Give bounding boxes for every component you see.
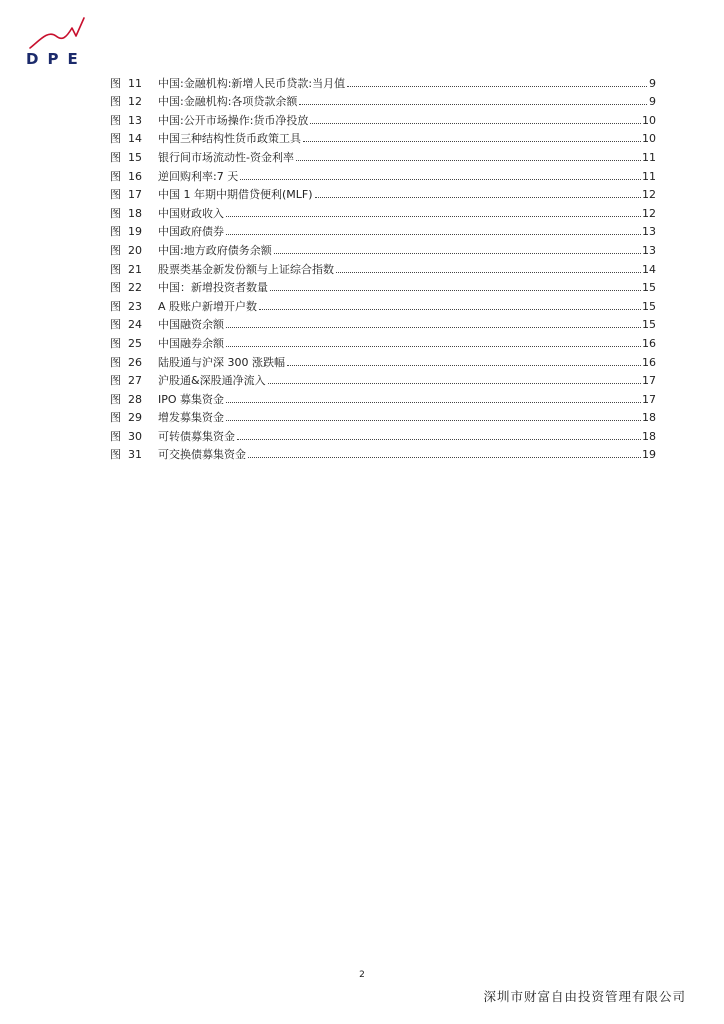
logo-text: DPE [26,50,87,68]
toc-entry[interactable] [110,201,656,220]
toc-entry[interactable] [110,90,656,109]
toc-figure-number: 22 [128,281,142,295]
toc-entry[interactable] [110,406,656,425]
toc-title: 可转债募集资金 [158,429,235,443]
dot-leader [287,365,641,366]
toc-title: 中国融资余额 [158,318,224,332]
toc-entry[interactable] [110,276,656,295]
toc-page-number: 9 [649,76,656,90]
toc-figure-number: 24 [128,318,142,332]
toc-title: 中国财政收入 [158,206,224,220]
toc-page-number: 19 [642,448,656,462]
toc-title: A 股账户新增开户数 [158,299,258,313]
dot-leader [315,197,641,198]
toc-page-number: 12 [642,206,656,220]
toc-title: 可交换债募集资金 [158,448,246,462]
page-number: 2 [359,970,365,980]
toc-title: IPO 募集资金 [158,392,225,406]
toc-title: 逆回购利率:7 天 [158,169,239,183]
toc-page-number: 17 [642,392,656,406]
dot-leader [226,216,641,217]
toc-label: 图 [110,225,121,239]
dot-leader [310,123,641,124]
toc-title: 中国:金融机构:各项贷款余额 [158,95,298,109]
toc-page-number: 13 [642,243,656,257]
toc-page-number: 10 [642,113,656,127]
toc-figure-number: 12 [128,95,142,109]
toc-label: 图 [110,299,121,313]
toc-title: 增发募集资金 [158,411,224,425]
toc-title: 中国:公开市场操作:货币净投放 [158,113,309,127]
toc-figure-number: 25 [128,336,142,350]
toc-figure-number: 17 [128,188,142,202]
toc-page-number: 18 [642,429,656,443]
toc-entry[interactable] [110,313,656,332]
toc-entry[interactable] [110,443,656,462]
toc-title: 中国：新增投资者数量 [158,281,268,295]
toc-page-number: 10 [642,132,656,146]
toc-figure-number: 13 [128,113,142,127]
toc-title: 中国 1 年期中期借贷便利(MLF) [158,188,313,202]
dot-leader [299,104,647,105]
toc-figure-number: 14 [128,132,142,146]
toc-entry[interactable] [110,220,656,239]
toc-entry[interactable] [110,369,656,388]
toc-label: 图 [110,188,121,202]
figure-list [110,71,656,461]
toc-title: 中国:金融机构:新增人民币贷款:当月值 [158,76,346,90]
toc-title: 中国:地方政府债务余额 [158,243,272,257]
toc-entry[interactable] [110,238,656,257]
toc-figure-number: 20 [128,243,142,257]
dot-leader [237,439,641,440]
toc-label: 图 [110,95,121,109]
toc-figure-number: 16 [128,169,142,183]
toc-label: 图 [110,392,121,406]
toc-page-number: 15 [642,281,656,295]
toc-label: 图 [110,281,121,295]
toc-label: 图 [110,113,121,127]
toc-title: 银行间市场流动性-资金利率 [158,150,294,164]
toc-page-number: 16 [642,336,656,350]
toc-page-number: 13 [642,225,656,239]
dot-leader [303,141,641,142]
toc-figure-number: 28 [128,392,142,406]
toc-page-number: 9 [649,95,656,109]
toc-label: 图 [110,374,121,388]
toc-page-number: 17 [642,374,656,388]
logo-swoosh-icon [26,16,106,52]
dot-leader [347,86,647,87]
dot-leader [274,253,641,254]
dot-leader [259,309,641,310]
dot-leader [336,272,641,273]
toc-figure-number: 23 [128,299,142,313]
toc-label: 图 [110,355,121,369]
toc-figure-number: 31 [128,448,142,462]
toc-label: 图 [110,318,121,332]
toc-page-number: 11 [642,150,656,164]
toc-title: 陆股通与沪深 300 涨跌幅 [158,355,285,369]
toc-title: 中国融券余额 [158,336,224,350]
toc-figure-number: 15 [128,150,142,164]
toc-label: 图 [110,76,121,90]
toc-entry[interactable] [110,183,656,202]
company-logo [26,16,106,72]
toc-figure-number: 19 [128,225,142,239]
toc-entry[interactable] [110,145,656,164]
toc-figure-number: 27 [128,374,142,388]
toc-page-number: 16 [642,355,656,369]
toc-entry[interactable] [110,424,656,443]
toc-page-number: 12 [642,188,656,202]
toc-page-number: 15 [642,318,656,332]
toc-page-number: 18 [642,411,656,425]
toc-label: 图 [110,243,121,257]
dot-leader [240,179,641,180]
dot-leader [248,457,641,458]
dot-leader [296,160,641,161]
toc-entry[interactable] [110,164,656,183]
toc-entry[interactable] [110,108,656,127]
toc-figure-number: 18 [128,206,142,220]
toc-label: 图 [110,336,121,350]
toc-label: 图 [110,448,121,462]
toc-title: 股票类基金新发份额与上证综合指数 [158,262,334,276]
dot-leader [226,402,641,403]
toc-figure-number: 11 [128,76,142,90]
toc-title: 中国政府债券 [158,225,224,239]
toc-page-number: 14 [642,262,656,276]
toc-entry[interactable] [110,387,656,406]
toc-entry[interactable] [110,331,656,350]
toc-label: 图 [110,150,121,164]
dot-leader [270,290,641,291]
toc-label: 图 [110,411,121,425]
toc-figure-number: 29 [128,411,142,425]
dot-leader [268,383,641,384]
dot-leader [226,420,641,421]
toc-label: 图 [110,206,121,220]
toc-entry[interactable] [110,294,656,313]
toc-label: 图 [110,132,121,146]
toc-label: 图 [110,429,121,443]
toc-entry[interactable] [110,257,656,276]
toc-label: 图 [110,169,121,183]
toc-figure-number: 26 [128,355,142,369]
toc-entry[interactable] [110,127,656,146]
toc-entry[interactable] [110,350,656,369]
dot-leader [226,346,641,347]
toc-page-number: 11 [642,169,656,183]
toc-title: 沪股通&深股通净流入 [158,374,266,388]
toc-page-number: 15 [642,299,656,313]
toc-figure-number: 30 [128,429,142,443]
company-name: 深圳市财富自由投资管理有限公司 [483,989,686,1004]
toc-entry[interactable] [110,71,656,90]
dot-leader [226,234,641,235]
dot-leader [226,327,641,328]
toc-title: 中国三种结构性货币政策工具 [158,132,301,146]
toc-label: 图 [110,262,121,276]
toc-figure-number: 21 [128,262,142,276]
